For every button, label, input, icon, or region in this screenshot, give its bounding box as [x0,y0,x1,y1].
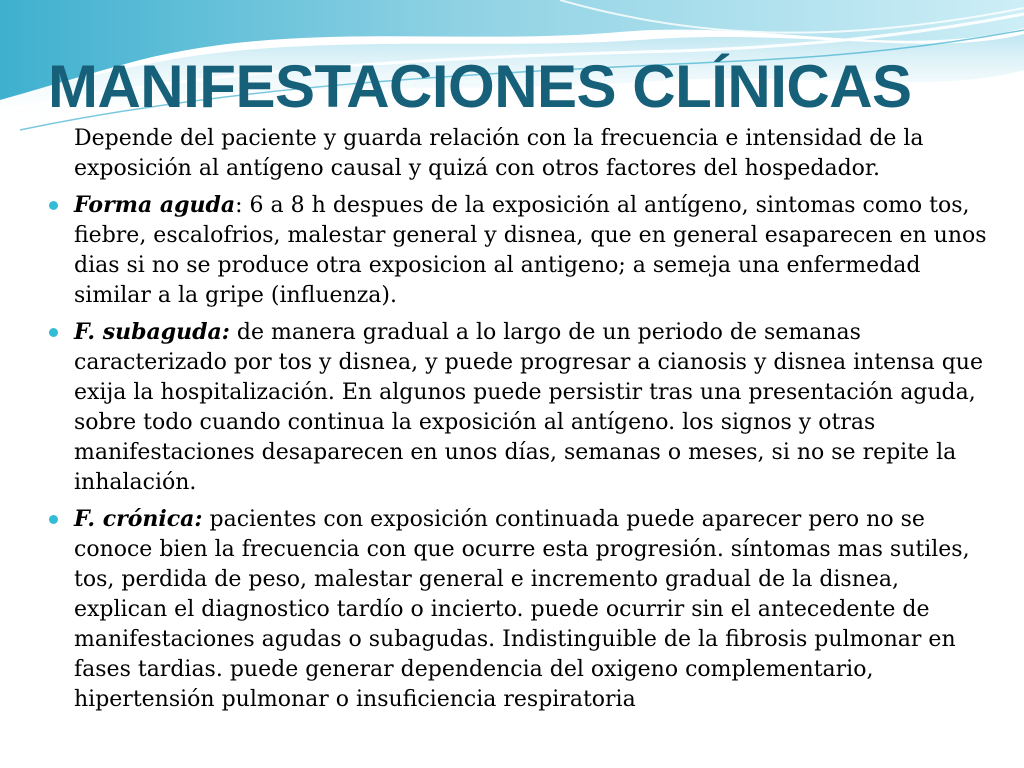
bullet-dot-icon [49,515,58,524]
bullet-text: pacientes con exposición continuada puede aparecer pero no se conoce bien la frecuencia con que ocurre esta progresión. síntomas mas sutiles, tos, perdida de peso, malestar general e incremento gradual de la disnea, explican el diagnostico tardío o incierto. puede ocurrir sin el antecedente de manifestaciones agudas o subagudas. Indistinguible de la fibrosis pulmonar en fases tardias. puede generar dependencia del oxigeno complementario, hipertensión pulmonar o insuficiencia respiratoria [74,507,970,712]
bullet-term: F. crónica: [74,506,203,532]
page-title: MANIFESTACIONES CLÍNICAS [48,53,912,120]
bullet-text: : 6 a 8 h despues de la exposición al antígeno, sintomas como tos, fiebre, escalofrios, malestar general y disnea, que en general esaparecen en unos dias si no se produce otra exposicion al antigeno; a semeja una enfermedad similar a la gripe (influenza). [74,193,987,308]
bullet-dot-icon [49,328,58,337]
bullet-term: F. subaguda: [74,319,230,345]
bullet-subaguda [74,317,994,498]
intro-paragraph: Depende del paciente y guarda relación con la frecuencia e intensidad de la exposición al antígeno causal y quizá con otros factores del hospedador. [74,126,924,181]
bullet-dot-icon [49,201,58,210]
bullet-text: de manera gradual a lo largo de un periodo de semanas caracterizado por tos y disnea, y puede progresar a cianosis y disnea intensa que exija la hospitalización. En algunos puede persistir tras una presentación aguda, sobre todo cuando continua la exposición al antígeno. los signos y otras manifestaciones desaparecen en unos días, semanas o meses, si no se repite la inhalación. [74,320,983,495]
slide-body [74,124,994,721]
bullet-forma-aguda [74,190,994,311]
bullet-term: Forma aguda [74,192,236,218]
bullet-cronica [74,504,994,715]
